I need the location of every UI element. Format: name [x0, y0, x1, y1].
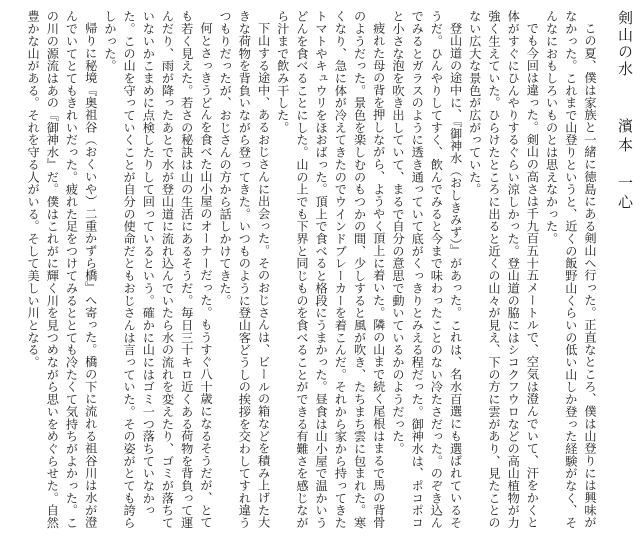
- paragraph-1: この夏、僕は家族と一緒に徳島にある剣山へ行った。正直なところ、僕は山登りには興味がなかった。これまで山登りというと、近くの飯野山くらいの低い山しか登った経験がなく、そんなにおもしろいものとは思えなかった。: [544, 10, 597, 529]
- essay-author: 濱本 一心: [616, 118, 634, 213]
- essay-title: 剣山の水: [616, 10, 634, 78]
- paragraph-2: でも今回は違った。剣山の高さは千九百五十五メートルで、空気は澄んでいて、汗をかくと体がすぐにひんやりするぐらい涼しかった。登山道の脇にはシコクフウロなどの高山植物が力強く生えていた。ひらけたところに出ると近くの山々が見え、下の方に雲があり、見たことのない広大な景色が広がっていた。: [467, 10, 540, 529]
- essay-heading: [617, 10, 632, 539]
- paragraph-7: 帰りに秘境『奥祖谷（おくいや）二重かずら橋』へ寄った。橋の下に流れる祖谷川は水が澄んでいてとてもきれいだった。疲れた足をつけてみるととても冷たくて気持ちがよかった。この川の源流はあの『御神水』だ。僕はこれがに輝く川を見つめながら思いをめぐらせた。自然豊かな山がある。それを守る人がいる。そして美しい川となる。: [26, 10, 98, 529]
- paragraph-4: 疲れた母の背を押しながら、ようやく頂上に着いた。隣の山まで続く尾根はまるで馬の背骨のようだった。景色を楽しむのもつかの間、少しすると風が吹き、たちまち雲に包まれた。寒くなり、急に体が冷えてきたのでウインドブレーカーを着こんだ。それから家から持ってきたトマトやキュウリをほおばった。頂上で食べると格段にうまかった。昼食は山小屋で温かいうどんを食べることにした。山の上でも下界と同じものを食べることができる有難さを感じながら汁まで飲み干した。: [275, 10, 386, 529]
- paragraph-3: 登山道の途中に、『御神水（おしきみず）』があった。これは、名水百選にも選ばれているそうだ。ひんやりしてすく、飲んでみると今まで味わったことのない冷たさだった。のぞき込んでみるとガラスのように透き通っていて底がくっきりとみえる程だった。御神水は、ポコポコと小さな泡を吹き出していて、まるで自分の意思で動いているかのようだった。: [390, 10, 463, 529]
- paragraph-6: 何とさっきうどんを食べた山小屋のオーナーだった。もうすぐ八十歳になるそうだが、とても若く見えた。若さの秘訣は山の生活にあるそうだ。毎日三十キロ近くある荷物を背負って運んだり、雨が降ったあとで水が登山道に流れ込んでいたら水の流れを変えたり、ゴミが落ちていないかこまめに点検したりして回っているという。確かに山にはゴミ一つ落ちていなかった。この山を守っていくことが自分の使命だともおじさんは言っていた。その姿がとても誇らしかった。: [102, 10, 213, 529]
- vertical-text-block: [8, 10, 632, 539]
- paragraph-5: 下山する途中、あるおじさんに出会った。そのおじさんは、ビールの箱などを積み上げた大きな荷物を背負いながら登ってきた。いつものように登山客どうしの挨拶を交わしてすれ違うつもりだったが、おじさんの方から話しかけてきた。: [218, 10, 271, 529]
